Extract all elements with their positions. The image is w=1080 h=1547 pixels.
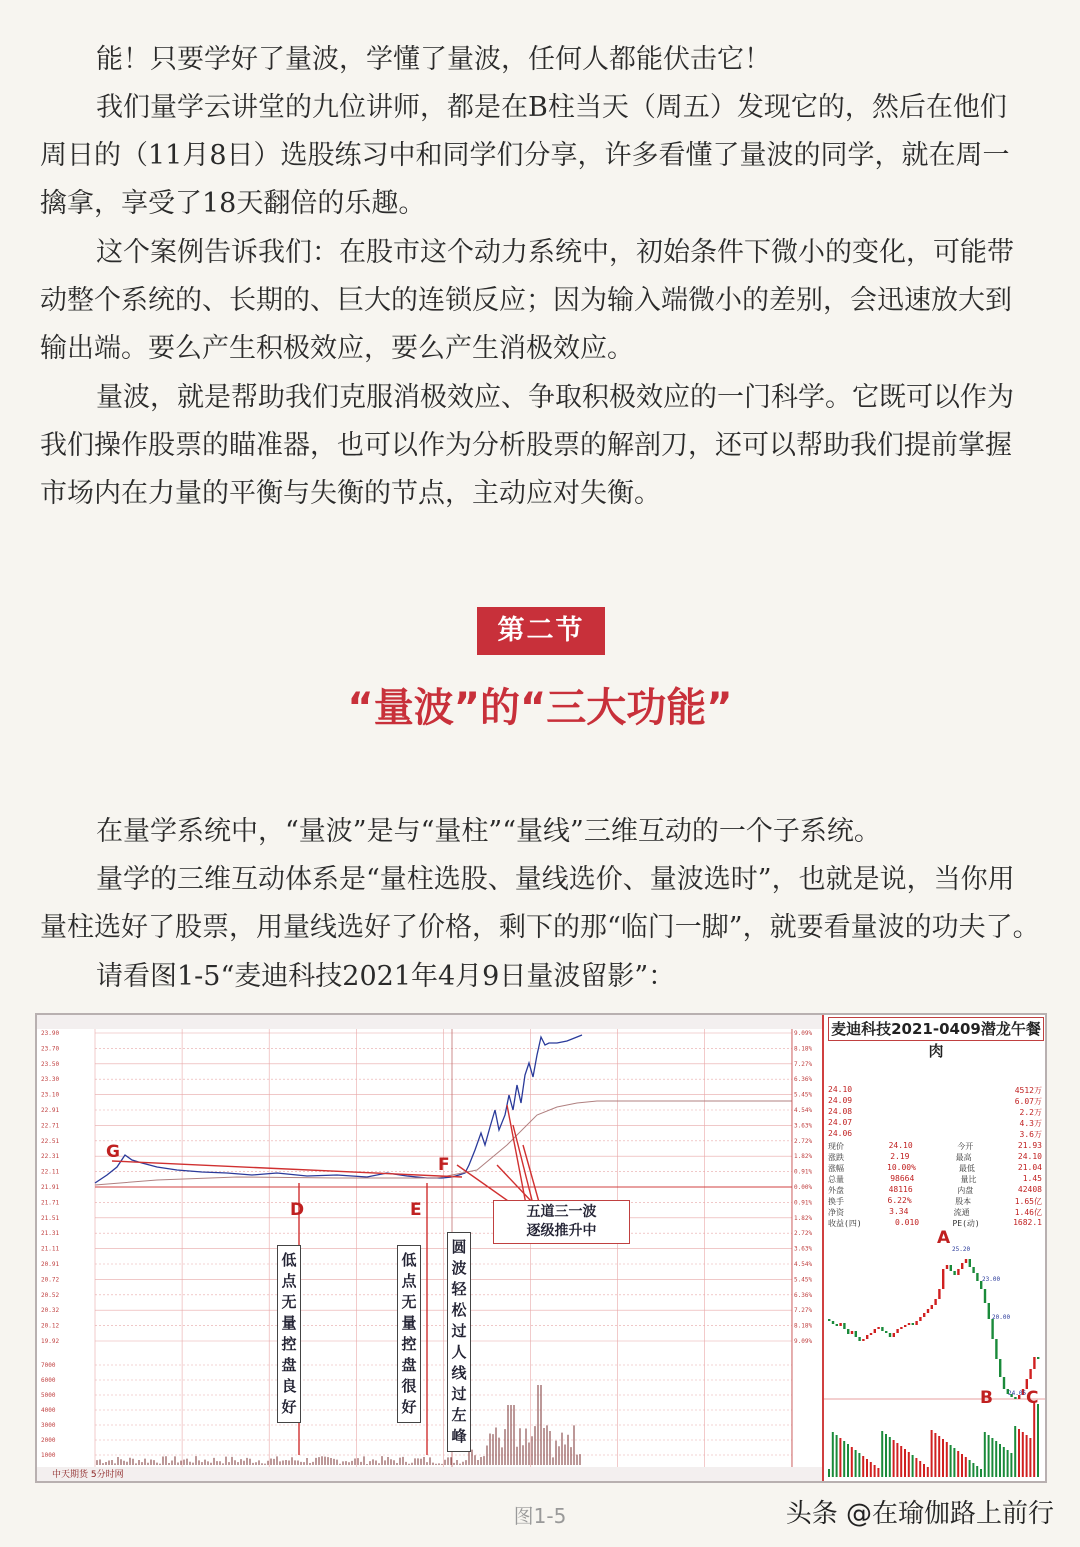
quote-stat-cell: 24.10 [888, 1141, 913, 1150]
candle [904, 1325, 906, 1327]
candle [1037, 1357, 1039, 1359]
candle [1003, 1377, 1005, 1389]
candle [877, 1327, 879, 1329]
quote-stat-cell: 6.22% [887, 1196, 912, 1205]
watermark: 头条 @在瑜伽路上前行 [785, 1499, 1054, 1529]
candle [976, 1273, 978, 1281]
price-tick: 20.91 [41, 1261, 60, 1268]
candle [972, 1267, 974, 1273]
vol-tick: 5000 [41, 1392, 56, 1399]
quote-stat-cell: 净资 [828, 1208, 844, 1217]
order-book-row [828, 1118, 1042, 1129]
quote-stat-cell: 内盘 [957, 1186, 974, 1195]
candle [870, 1333, 872, 1335]
order-price: 24.07 [828, 1118, 853, 1127]
text-line: 我们操作股票的瞄准器，也可以作为分析股票的解剖刀，还可以帮助我们提前掌握 [40, 430, 1012, 461]
vol-tick: 6000 [41, 1377, 56, 1384]
pct-tick: 5.45% [794, 1091, 813, 1099]
order-book-row [828, 1085, 1042, 1096]
figure-caption: 图1-5 [513, 1504, 567, 1528]
text-line: 在量学系统中，“量波”是与“量柱”“量线”三维互动的一个子系统。 [96, 816, 881, 847]
quote-stat-row [828, 1185, 1042, 1196]
side-price-label: 23.00 [982, 1276, 1001, 1283]
note-d: 低点无量控盘良好 [277, 1245, 301, 1423]
label-g: G [106, 1142, 120, 1162]
candle [836, 1324, 838, 1326]
candle [900, 1327, 902, 1329]
quote-stat-cell: 收益(四) [828, 1219, 862, 1228]
order-price: 24.08 [828, 1107, 853, 1116]
candle [991, 1319, 993, 1339]
figure-footer: 中天期货 5分时网 [52, 1470, 124, 1480]
quote-stat-cell: 今开 [957, 1142, 974, 1151]
candle [843, 1323, 845, 1329]
quote-stat-cell: 总量 [828, 1175, 844, 1184]
price-tick: 21.31 [41, 1230, 60, 1238]
order-volume: 2.2万 [1019, 1108, 1042, 1117]
side-price-label: 24.05 [1008, 1390, 1027, 1397]
candle [969, 1259, 971, 1267]
label-c: C [1026, 1388, 1039, 1408]
text-line: 量学的三维互动体系是“量柱选股、量线选价、量波选时”，也就是说，当你用 [96, 864, 1015, 895]
candle [912, 1323, 914, 1325]
figure-1-5 [35, 1013, 1047, 1483]
quote-stat-cell: 1682.1 [1013, 1218, 1042, 1227]
pct-tick: 9.09% [794, 1338, 813, 1345]
vol-tick: 1000 [41, 1452, 56, 1459]
quote-stat-cell: 0.010 [895, 1218, 920, 1227]
note-e: 低点无量控盘很好 [397, 1245, 421, 1423]
price-tick: 22.31 [41, 1153, 60, 1161]
candle [927, 1309, 929, 1313]
quote-stats [828, 1141, 1042, 1229]
candle [893, 1333, 895, 1337]
side-price-label: 25.20 [952, 1246, 971, 1253]
paragraph-3 [40, 229, 1050, 373]
quote-stat-cell: 1.65亿 [1014, 1197, 1042, 1206]
candle [999, 1359, 1001, 1377]
vol-tick: 2000 [41, 1437, 56, 1444]
price-tick: 21.11 [41, 1245, 60, 1253]
candle [858, 1337, 860, 1341]
paragraph-5 [40, 808, 1050, 856]
candle [950, 1265, 952, 1271]
label-a: A [937, 1228, 951, 1248]
candle [847, 1329, 849, 1334]
candle [839, 1323, 841, 1326]
price-tick: 21.71 [41, 1199, 60, 1207]
pct-tick: 2.72% [794, 1230, 813, 1238]
quote-stat-cell: 股本 [955, 1197, 972, 1206]
candle [832, 1321, 834, 1324]
price-tick: 23.70 [41, 1045, 60, 1053]
candle [1033, 1357, 1035, 1369]
order-book-row [828, 1129, 1042, 1140]
text-line: 市场内在力量的平衡与失衡的节点，主动应对失衡。 [40, 478, 661, 509]
candle [866, 1335, 868, 1339]
side-price-label: 20.00 [992, 1314, 1011, 1321]
price-tick: 22.71 [41, 1122, 60, 1130]
quote-stat-cell: 现价 [828, 1142, 844, 1151]
text-line: 这个案例告诉我们：在股市这个动力系统中，初始条件下微小的变化，可能带 [96, 237, 1014, 268]
quote-stat-cell: 2.19 [890, 1152, 910, 1161]
price-tick: 22.51 [41, 1137, 60, 1145]
intraday-chart [37, 1015, 822, 1481]
quote-stat-cell: 涨跌 [828, 1153, 844, 1162]
quote-stat-row [828, 1163, 1042, 1174]
order-price: 24.09 [828, 1096, 853, 1105]
text-line: 输出端。要么产生积极效应，要么产生消极效应。 [40, 333, 634, 364]
paragraph-2 [40, 84, 1050, 228]
candle [915, 1321, 917, 1325]
candle [965, 1259, 967, 1263]
quote-stat-cell: 1.45 [1022, 1174, 1042, 1183]
pct-tick: 4.54% [794, 1107, 813, 1114]
label-d: D [290, 1200, 305, 1220]
quote-stat-cell: 最高 [955, 1153, 972, 1162]
price-tick: 21.51 [41, 1214, 60, 1222]
quote-stat-cell: PE(动) [952, 1219, 980, 1228]
wave-note-line: 逐级推升中 [526, 1223, 597, 1239]
candle [995, 1339, 997, 1359]
vol-tick: 3000 [41, 1422, 56, 1429]
section-badge: 第二节 [477, 607, 605, 655]
candle [881, 1327, 883, 1331]
candle [862, 1339, 864, 1341]
quote-stat-cell: 42408 [1017, 1185, 1042, 1194]
quote-stat-cell: 流通 [953, 1208, 970, 1217]
paragraph-4 [40, 374, 1050, 518]
pct-tick: 7.27% [794, 1060, 813, 1068]
candle [1029, 1369, 1031, 1379]
side-panel-title: 麦迪科技2021-0409潜龙午餐肉 [828, 1017, 1044, 1041]
price-tick: 20.12 [41, 1322, 60, 1330]
text-line: 量波，就是帮助我们克服消极效应、争取积极效应的一门科学。它既可以作为 [96, 382, 1014, 413]
quote-stat-cell: 48116 [888, 1185, 913, 1194]
quote-stat-cell: 10.00% [887, 1163, 916, 1172]
quote-stat-cell: 1.46亿 [1014, 1208, 1042, 1217]
candle [938, 1289, 940, 1299]
pct-tick: 0.00% [794, 1184, 813, 1191]
text-line: 周日的（11月8日）选股练习中和同学们分享，许多看懂了量波的同学，就在周一 [40, 140, 1010, 171]
quote-stat-cell: 21.04 [1017, 1163, 1042, 1172]
price-tick: 20.52 [41, 1291, 60, 1299]
order-price: 24.06 [828, 1129, 853, 1138]
text-line: 擒拿，享受了18天翻倍的乐趣。 [40, 188, 426, 219]
text-line: 量柱选好了股票，用量线选好了价格，剩下的那“临门一脚”，就要看量波的功夫了。 [40, 912, 1040, 943]
pct-tick: 6.36% [794, 1076, 813, 1084]
vol-tick: 4000 [41, 1407, 56, 1414]
price-tick: 19.92 [41, 1338, 60, 1345]
quote-stat-cell: 涨幅 [828, 1164, 844, 1173]
candle [988, 1303, 990, 1319]
candle [984, 1289, 986, 1303]
order-price: 24.10 [828, 1085, 853, 1094]
candle [923, 1313, 925, 1317]
text-line: 动整个系统的、长期的、巨大的连锁反应；因为输入端微小的差别，会迅速放大到 [40, 285, 1012, 316]
order-book-row [828, 1107, 1042, 1118]
paragraph-7 [40, 953, 1050, 1001]
text-line: 能！只要学好了量波，学懂了量波，任何人都能伏击它！ [96, 44, 771, 75]
side-panel [822, 1015, 1047, 1481]
quote-stat-row [828, 1174, 1042, 1185]
note-f: 圆波轻松过人线过左峰 [447, 1232, 471, 1452]
pct-tick: 7.27% [794, 1307, 813, 1315]
pct-tick: 8.18% [794, 1045, 813, 1053]
candle [908, 1323, 910, 1325]
pct-tick: 5.45% [794, 1276, 813, 1284]
quote-stat-cell: 量比 [960, 1175, 977, 1184]
order-book [828, 1085, 1042, 1140]
pct-tick: 1.82% [794, 1214, 813, 1222]
price-tick: 23.10 [41, 1091, 60, 1099]
quote-stat-cell: 换手 [828, 1197, 844, 1206]
candle [934, 1299, 936, 1305]
order-volume: 6.07万 [1014, 1097, 1042, 1106]
order-volume: 4512万 [1014, 1086, 1042, 1095]
price-tick: 20.72 [41, 1276, 60, 1284]
candle [855, 1331, 857, 1337]
paragraph-6 [40, 856, 1050, 952]
candle [889, 1333, 891, 1337]
vol-tick: 7000 [41, 1362, 56, 1369]
candle [874, 1329, 876, 1333]
section-title: “量波”的“三大功能” [347, 685, 733, 731]
candle [953, 1271, 955, 1275]
candle [942, 1269, 944, 1289]
pct-tick: 4.54% [794, 1261, 813, 1268]
quote-stat-row [828, 1196, 1042, 1207]
pct-tick: 2.72% [794, 1137, 813, 1145]
label-b: B [980, 1388, 993, 1408]
order-volume: 3.6万 [1019, 1130, 1042, 1139]
candle [946, 1265, 948, 1269]
daily-candles [824, 1229, 1045, 1479]
pct-tick: 8.18% [794, 1322, 813, 1330]
quote-stat-cell: 外盘 [828, 1186, 844, 1195]
candle [931, 1305, 933, 1309]
price-tick: 22.91 [41, 1107, 60, 1114]
order-book-row [828, 1096, 1042, 1107]
candle [961, 1263, 963, 1269]
price-tick: 23.50 [41, 1060, 60, 1068]
order-volume: 4.3万 [1019, 1119, 1042, 1128]
quote-stat-row [828, 1207, 1042, 1218]
candle [885, 1331, 887, 1333]
quote-stat-row [828, 1152, 1042, 1163]
wave-note-line: 五道三一波 [526, 1204, 597, 1220]
price-tick: 23.90 [41, 1030, 60, 1037]
price-tick: 20.32 [41, 1307, 60, 1315]
candle [828, 1319, 830, 1321]
candle [919, 1317, 921, 1321]
paragraph-1 [40, 36, 1050, 84]
text-line: 请看图1-5“麦迪科技2021年4月9日量波留影”： [96, 961, 676, 992]
candle [896, 1329, 898, 1333]
pct-tick: 6.36% [794, 1291, 813, 1299]
label-f: F [438, 1155, 450, 1175]
candle [851, 1331, 853, 1334]
wave-note-box [493, 1200, 630, 1244]
text-line: 我们量学云讲堂的九位讲师，都是在B柱当天（周五）发现它的，然后在他们 [96, 92, 1007, 123]
pct-tick: 0.91% [794, 1168, 813, 1176]
price-tick: 22.11 [41, 1168, 60, 1176]
price-tick: 21.91 [41, 1184, 60, 1191]
pct-tick: 3.63% [794, 1122, 813, 1130]
quote-stat-cell: 最低 [958, 1164, 975, 1173]
quote-stat-cell: 24.10 [1017, 1152, 1042, 1161]
quote-stat-cell: 3.34 [889, 1207, 909, 1216]
price-tick: 23.30 [41, 1076, 60, 1084]
quote-stat-row [828, 1141, 1042, 1152]
candle [957, 1269, 959, 1275]
pct-tick: 0.91% [794, 1199, 813, 1207]
pct-tick: 3.63% [794, 1245, 813, 1253]
label-e: E [410, 1200, 422, 1220]
candle [1014, 1397, 1016, 1399]
quote-stat-row [828, 1218, 1042, 1229]
pct-tick: 1.82% [794, 1153, 813, 1161]
quote-stat-cell: 21.93 [1017, 1141, 1042, 1150]
quote-stat-cell: 98664 [890, 1174, 915, 1183]
pct-tick: 9.09% [794, 1030, 813, 1037]
